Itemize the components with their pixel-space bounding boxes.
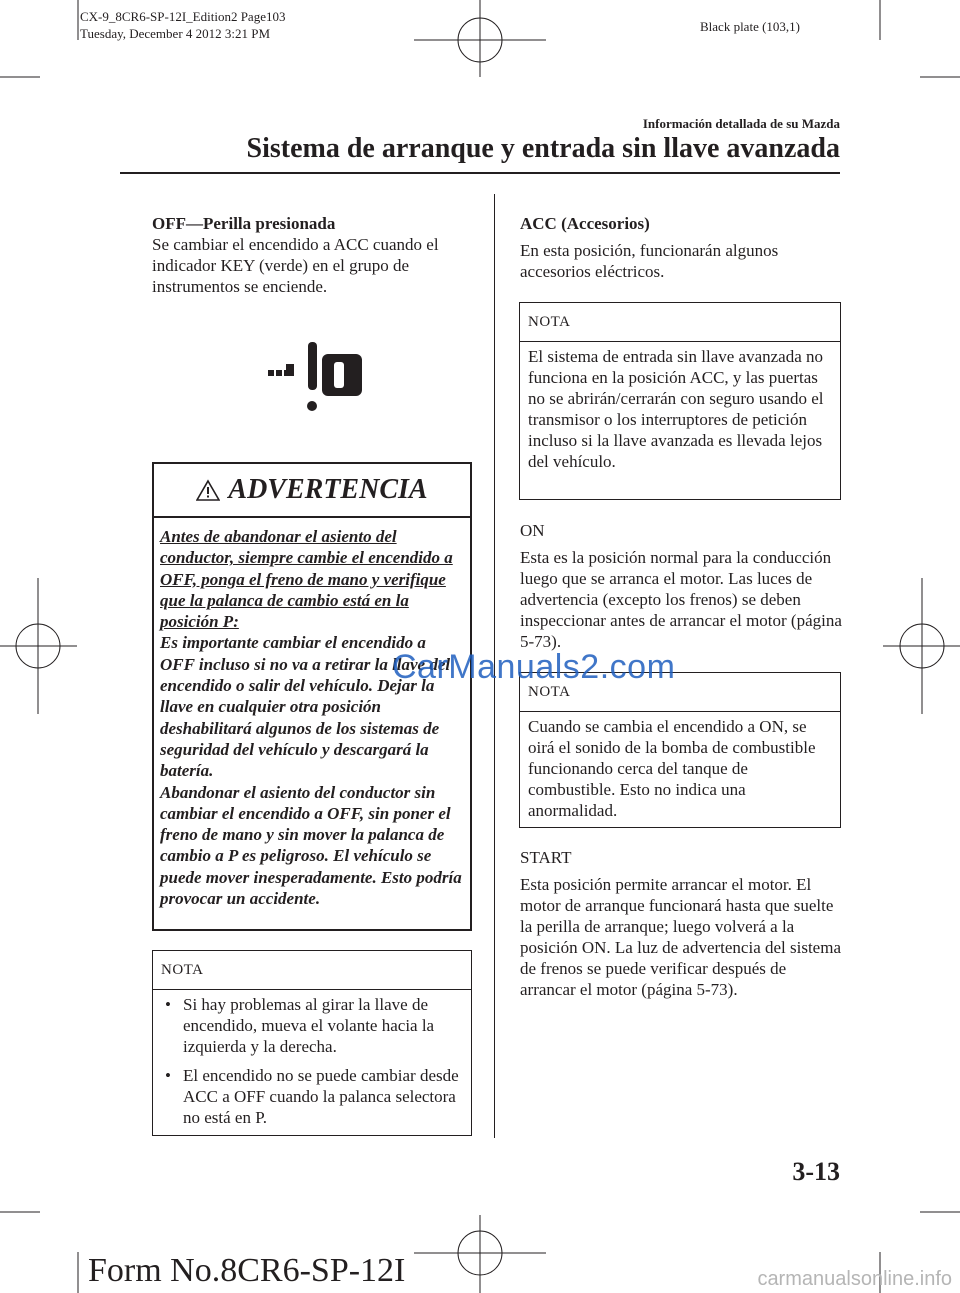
nota-bullet-list	[153, 990, 471, 1128]
start-section	[520, 847, 842, 1000]
warning-text	[154, 518, 470, 909]
nota-heading: NOTA	[520, 303, 840, 342]
print-info-date: Tuesday, December 4 2012 3:21 PM	[80, 26, 271, 41]
warning-triangle-icon	[196, 479, 220, 501]
footer-site-link[interactable]: carmanualsonline.info	[757, 1268, 952, 1290]
off-heading: OFF―Perilla presionada	[152, 214, 336, 233]
off-text: Se cambiar el encendido a ACC cuando el indicador KEY (verde) en el grupo de instrumentos se enciende.	[152, 235, 439, 296]
page-title: Sistema de arranque y entrada sin llave avanzada	[246, 133, 840, 164]
acc-heading: ACC (Accesorios)	[520, 214, 650, 233]
start-heading: START	[520, 848, 572, 867]
key-indicator-icon	[262, 340, 362, 412]
registration-crosshair-icon	[414, 1215, 546, 1293]
warning-underlined-text: Antes de abandonar el asiento del conductor, siempre cambie el encendido a OFF, ponga el freno de mano y verifique que la palanca de cambio está en la posición P:	[160, 527, 453, 632]
on-heading: ON	[520, 521, 545, 540]
right-column-top	[520, 213, 842, 282]
bullet-icon: •	[165, 995, 171, 1014]
warning-body-2: Abandonar el asiento del conductor sin cambiar el encendido a OFF, sin poner el freno de mano y sin mover la palanca de cambio a P es peligroso. El vehículo se puede mover inesperadamente. Esto podría provocar un accidente.	[160, 782, 462, 909]
print-info-file: CX-9_8CR6-SP-12I_Edition2 Page103	[80, 9, 286, 24]
list-item: • El encendido no se puede cambiar desde ACC a OFF cuando la palanca selectora no está en P.	[165, 1066, 459, 1127]
list-item: • Si hay problemas al girar la llave de encendido, mueva el volante hacia la izquierda y la derecha.	[165, 995, 435, 1056]
section-label: Información detallada de su Mazda	[642, 116, 840, 131]
watermark-text: CarManuals2.com	[392, 648, 676, 686]
registration-crosshair-icon	[883, 578, 960, 714]
warning-header	[154, 464, 470, 518]
acc-text: En esta posición, funcionarán algunos accesorios eléctricos.	[520, 241, 779, 281]
bullet-icon: •	[165, 1066, 171, 1085]
nota-heading: NOTA	[153, 951, 471, 990]
nota-box-on	[519, 672, 841, 828]
nota-text: El sistema de entrada sin llave avanzada no funciona en la posición ACC, y las puertas no se abrirán/cerrarán con seguro usando el transmisor o los interruptores de petición incluso si la llave avanzada es llevada lejos del vehículo.	[528, 347, 824, 471]
nota-box-left	[152, 950, 472, 1136]
registration-crosshair-icon	[414, 0, 546, 77]
on-section	[520, 520, 842, 652]
page-number: 3-13	[792, 1157, 840, 1186]
start-text: Esta posición permite arrancar el motor. El motor de arranque funcionará hasta que suelte la perilla de arranque; luego volverá a la posición ON. La luz de advertencia del sistema de frenos se puede verificar después de arrancar el motor (página 5-73).	[520, 875, 841, 999]
nota-heading: NOTA	[520, 673, 840, 712]
on-text: Esta es la posición normal para la conducción luego que se arranca el motor. Las luces de advertencia (excepto los frenos) se deben inspeccionar antes de arrancar el motor (página 5-73).	[520, 548, 842, 651]
nota-box-acc	[519, 302, 841, 500]
registration-crosshair-icon	[0, 578, 77, 714]
left-column	[152, 213, 472, 297]
nota-text: Cuando se cambia el encendido a ON, se oirá el sonido de la bomba de combustible funcionando cerca del tanque de combustible. Esto no indica una anormalidad.	[528, 717, 816, 820]
black-plate-label: Black plate (103,1)	[700, 19, 800, 34]
form-number: Form No.8CR6-SP-12I	[88, 1252, 406, 1289]
warning-body-1: Es importante cambiar el encendido a OFF incluso si no va a retirar la llave del encendido o salir del vehículo. Dejar la llave en cualquier otra posición deshabilitará algunos de los sistemas de seguridad del vehículo y descargará la batería.	[160, 633, 451, 781]
warning-title: ADVERTENCIA	[228, 474, 428, 505]
header-rule	[120, 172, 840, 174]
warning-box	[152, 462, 472, 931]
